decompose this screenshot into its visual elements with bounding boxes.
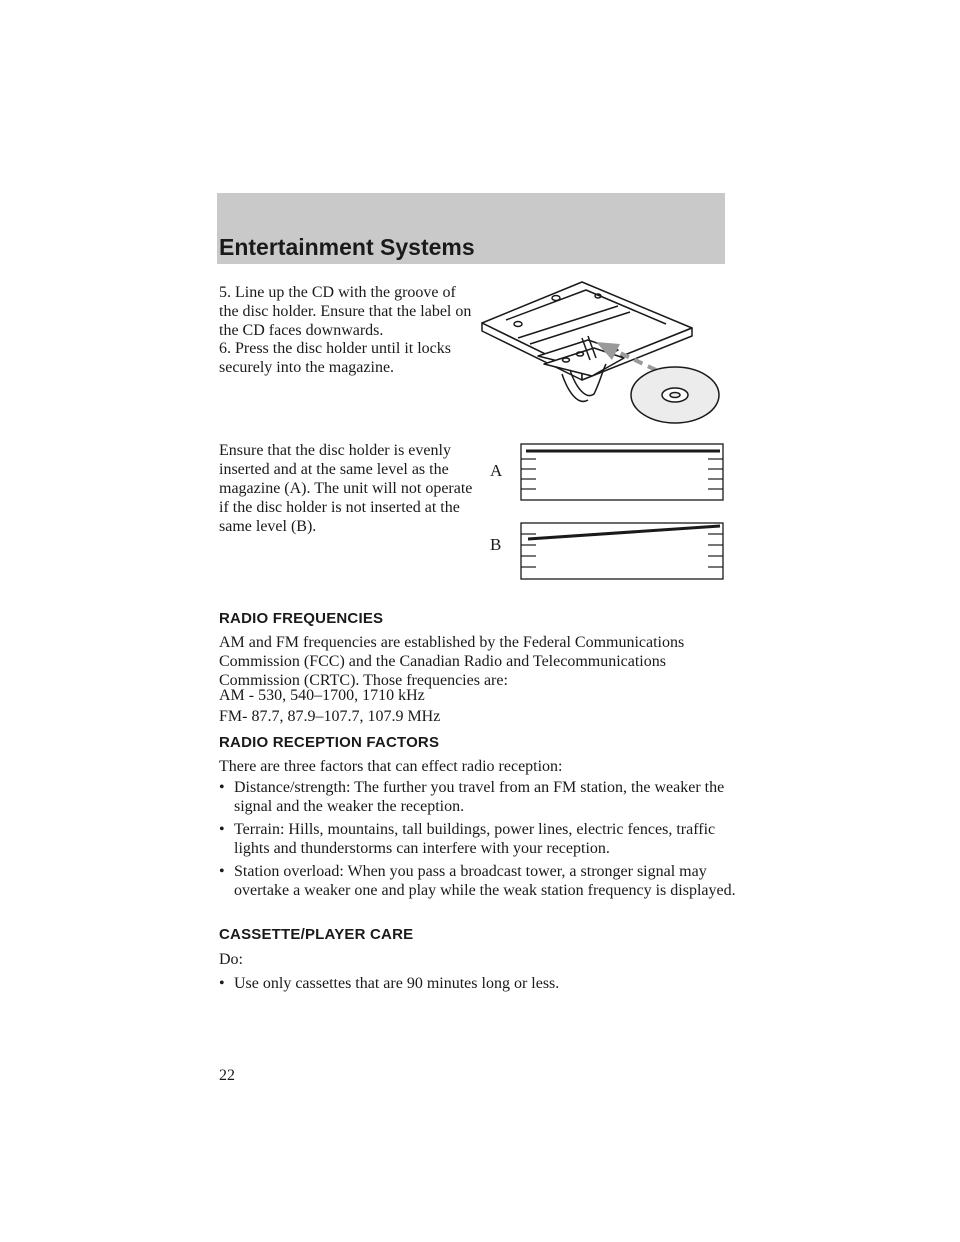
cassette-care-heading: CASSETTE/PLAYER CARE — [219, 926, 414, 943]
section-title: Entertainment Systems — [219, 234, 475, 260]
reception-factors-heading: RADIO RECEPTION FACTORS — [219, 734, 440, 751]
list-item — [219, 974, 739, 993]
disc-holder-illustration — [478, 278, 728, 428]
bullet-icon: • — [219, 975, 225, 992]
am-frequencies: AM - 530, 540–1700, 1710 kHz — [219, 687, 425, 704]
level-figure-b — [484, 520, 729, 582]
step-5-text: 5. Line up the CD with the groove of the disc holder. Ensure that the label on the CD faces downwards. — [219, 284, 472, 339]
list-item-text: Station overload: When you pass a broadcast tower, a stronger signal may overtake a weaker one and play while the weak station frequency is displayed. — [234, 863, 736, 899]
do-label: Do: — [219, 951, 243, 968]
figure-label-b: B — [490, 535, 502, 554]
level-figure-a — [484, 441, 729, 503]
fm-frequencies: FM- 87.7, 87.9–107.7, 107.9 MHz — [219, 708, 441, 725]
bullet-icon: • — [219, 821, 225, 838]
list-item-text: Distance/strength: The further you travel from an FM station, the weaker the signal and the weaker the reception. — [234, 779, 725, 815]
bullet-icon: • — [219, 863, 225, 880]
list-item — [219, 862, 739, 900]
reception-factors-intro: There are three factors that can effect radio reception: — [219, 758, 563, 775]
list-item — [219, 778, 739, 816]
compact-disc-icon — [631, 367, 719, 423]
radio-frequencies-intro: AM and FM frequencies are established by the Federal Communications Commission (FCC) and the Canadian Radio and Telecommunications Commission (CRTC). Those frequencies are: — [219, 634, 685, 689]
level-note-text: Ensure that the disc holder is evenly inserted and at the same level as the magazine (A). The unit will not operate if the disc holder is not inserted at the same level (B). — [219, 442, 473, 535]
step-6-text: 6. Press the disc holder until it locks securely into the magazine. — [219, 340, 451, 376]
list-item-text: Use only cassettes that are 90 minutes long or less. — [234, 975, 560, 992]
radio-frequencies-heading: RADIO FREQUENCIES — [219, 610, 384, 627]
list-item-text: Terrain: Hills, mountains, tall buildings, power lines, electric fences, traffic lights and thunderstorms can interfere with your reception. — [234, 821, 716, 857]
bullet-icon: • — [219, 779, 225, 796]
figure-label-a: A — [490, 461, 503, 480]
list-item — [219, 820, 739, 858]
page-number: 22 — [219, 1067, 235, 1084]
